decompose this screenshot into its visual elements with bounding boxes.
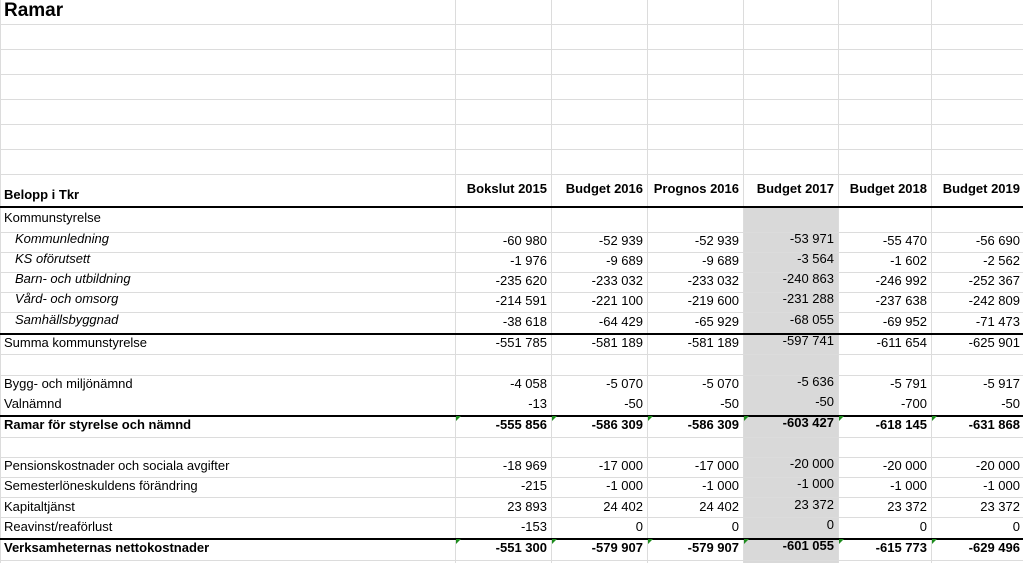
table-cell[interactable]: -235 620 — [495, 273, 547, 288]
grid-row-line — [0, 49, 1023, 50]
sheet-title: Ramar — [4, 0, 64, 21]
table-cell[interactable]: -50 — [815, 394, 834, 409]
table-cell[interactable]: -233 032 — [591, 273, 643, 288]
cell-note-indicator — [552, 539, 557, 544]
table-cell[interactable]: -17 000 — [694, 458, 739, 473]
grid-row-line — [0, 149, 1023, 150]
table-cell[interactable]: -625 901 — [968, 335, 1020, 350]
table-cell[interactable]: -237 638 — [875, 293, 927, 308]
table-cell[interactable]: 24 402 — [603, 499, 643, 514]
table-cell[interactable]: -551 785 — [495, 335, 547, 350]
table-cell[interactable]: 0 — [826, 517, 834, 532]
table-cell[interactable]: -17 000 — [598, 458, 643, 473]
table-cell[interactable]: -5 070 — [606, 376, 643, 391]
table-cell[interactable]: -60 980 — [502, 233, 547, 248]
column-header[interactable]: Budget 2017 — [756, 181, 834, 196]
table-cell[interactable]: 0 — [1012, 519, 1020, 534]
grid-row-line — [0, 99, 1023, 100]
cell-note-indicator — [932, 416, 937, 421]
table-cell[interactable]: -50 — [1001, 396, 1020, 411]
grid-row-line — [0, 560, 1023, 561]
table-cell[interactable]: -65 929 — [694, 314, 739, 329]
table-cell[interactable]: -597 741 — [782, 333, 834, 348]
column-header[interactable]: Budget 2016 — [565, 181, 643, 196]
grid-row-line — [0, 517, 1023, 518]
column-header[interactable]: Bokslut 2015 — [466, 181, 547, 196]
table-cell[interactable]: -38 618 — [502, 314, 547, 329]
grid-row-line — [0, 437, 1023, 438]
row-label[interactable]: Vård- och omsorg — [15, 291, 119, 306]
table-cell[interactable]: -579 907 — [687, 540, 739, 555]
table-cell[interactable]: -56 690 — [975, 233, 1020, 248]
table-cell[interactable]: -618 145 — [875, 417, 927, 432]
table-cell[interactable]: -1 000 — [983, 478, 1020, 493]
table-cell[interactable]: -579 907 — [591, 540, 643, 555]
cell-note-indicator — [839, 539, 844, 544]
table-cell[interactable]: -55 470 — [882, 233, 927, 248]
table-cell[interactable]: -50 — [720, 396, 739, 411]
table-cell[interactable]: -20 000 — [975, 458, 1020, 473]
table-cell[interactable]: -586 309 — [591, 417, 643, 432]
table-cell[interactable]: 0 — [731, 519, 739, 534]
table-cell[interactable]: -1 000 — [606, 478, 643, 493]
table-cell[interactable]: -233 032 — [687, 273, 739, 288]
table-cell[interactable]: -700 — [900, 396, 927, 411]
table-cell[interactable]: -5 636 — [797, 374, 834, 389]
table-cell[interactable]: -9 689 — [702, 253, 739, 268]
table-cell[interactable]: -69 952 — [882, 314, 927, 329]
table-cell[interactable]: -586 309 — [687, 417, 739, 432]
table-cell[interactable]: 24 402 — [699, 499, 739, 514]
table-cell[interactable]: -53 971 — [789, 231, 834, 246]
cell-note-indicator — [456, 416, 461, 421]
row-label[interactable]: Kommunstyrelse — [4, 210, 101, 225]
table-cell[interactable]: -20 000 — [882, 458, 927, 473]
grid-row-line — [0, 354, 1023, 355]
cell-note-indicator — [456, 539, 461, 544]
table-cell[interactable]: -68 055 — [789, 312, 834, 327]
cell-note-indicator — [839, 416, 844, 421]
row-label[interactable]: Summa kommunstyrelse — [4, 335, 148, 350]
table-cell[interactable]: -555 856 — [495, 417, 547, 432]
row-label[interactable]: Reavinst/reaförlust — [4, 519, 113, 534]
table-cell[interactable]: -71 473 — [975, 314, 1020, 329]
table-cell[interactable]: -5 917 — [983, 376, 1020, 391]
table-cell[interactable]: -64 429 — [598, 314, 643, 329]
table-border-line — [0, 206, 1023, 208]
table-cell[interactable]: -219 600 — [687, 293, 739, 308]
table-cell[interactable]: -551 300 — [495, 540, 547, 555]
table-cell[interactable]: -1 976 — [510, 253, 547, 268]
grid-row-line — [0, 312, 1023, 313]
table-cell[interactable]: -52 939 — [598, 233, 643, 248]
table-cell[interactable]: -1 000 — [890, 478, 927, 493]
table-cell[interactable]: -5 791 — [890, 376, 927, 391]
table-cell[interactable]: -3 564 — [797, 251, 834, 266]
cell-note-indicator — [552, 416, 557, 421]
table-cell[interactable]: -52 939 — [694, 233, 739, 248]
grid-row-line — [0, 124, 1023, 125]
table-cell[interactable]: -20 000 — [789, 456, 834, 471]
column-header[interactable]: Budget 2019 — [942, 181, 1020, 196]
table-cell[interactable]: -603 427 — [782, 415, 834, 430]
table-cell[interactable]: -615 773 — [875, 540, 927, 555]
row-label[interactable]: Pensionskostnader och sociala avgifter — [4, 458, 230, 473]
table-cell[interactable]: -231 288 — [782, 291, 834, 306]
table-cell[interactable]: -240 863 — [782, 271, 834, 286]
table-cell[interactable]: -1 000 — [702, 478, 739, 493]
table-cell[interactable]: -581 189 — [591, 335, 643, 350]
table-cell[interactable]: -18 969 — [502, 458, 547, 473]
row-label[interactable]: Semesterlöneskuldens förändring — [4, 478, 198, 493]
table-cell[interactable]: -611 654 — [876, 335, 927, 350]
table-cell[interactable]: -631 868 — [968, 417, 1020, 432]
table-cell[interactable]: -5 070 — [702, 376, 739, 391]
table-cell[interactable]: -221 100 — [591, 293, 643, 308]
grid-column-line — [0, 0, 1, 563]
row-label[interactable]: Barn- och utbildning — [15, 271, 131, 286]
cell-note-indicator — [648, 416, 653, 421]
grid-row-line — [0, 24, 1023, 25]
row-label[interactable]: Verksamheternas nettokostnader — [4, 540, 210, 555]
row-label[interactable]: Kapitaltjänst — [4, 499, 75, 514]
cell-note-indicator — [932, 539, 937, 544]
table-cell[interactable]: -153 — [520, 519, 547, 534]
header-label: Belopp i Tkr — [4, 187, 80, 202]
table-cell[interactable]: 0 — [919, 519, 927, 534]
row-label[interactable]: KS oförutsett — [15, 251, 91, 266]
table-cell[interactable]: -629 496 — [968, 540, 1020, 555]
table-cell[interactable]: -13 — [528, 396, 547, 411]
table-cell[interactable]: -4 058 — [510, 376, 547, 391]
grid-row-line — [0, 74, 1023, 75]
table-cell[interactable]: -246 992 — [875, 273, 927, 288]
row-label[interactable]: Ramar för styrelse och nämnd — [4, 417, 192, 432]
table-cell[interactable]: -214 591 — [495, 293, 547, 308]
row-label[interactable]: Samhällsbyggnad — [15, 312, 119, 327]
row-label[interactable]: Valnämnd — [4, 396, 62, 411]
table-cell[interactable]: 23 893 — [507, 499, 547, 514]
table-cell[interactable]: -1 000 — [797, 476, 834, 491]
cell-note-indicator — [744, 416, 749, 421]
table-cell[interactable]: 23 372 — [980, 499, 1020, 514]
table-cell[interactable]: -1 602 — [890, 253, 927, 268]
table-cell[interactable]: -215 — [520, 478, 547, 493]
table-cell[interactable]: -242 809 — [968, 293, 1020, 308]
grid-row-line — [0, 174, 1023, 175]
table-cell[interactable]: -581 189 — [687, 335, 739, 350]
column-header[interactable]: Prognos 2016 — [653, 181, 739, 196]
table-cell[interactable]: 23 372 — [887, 499, 927, 514]
cell-note-indicator — [744, 539, 749, 544]
table-cell[interactable]: -252 367 — [968, 273, 1020, 288]
cell-note-indicator — [648, 539, 653, 544]
table-cell[interactable]: -50 — [624, 396, 643, 411]
column-header[interactable]: Budget 2018 — [849, 181, 927, 196]
table-cell[interactable]: -2 562 — [983, 253, 1020, 268]
table-cell[interactable]: 0 — [635, 519, 643, 534]
row-label[interactable]: Kommunledning — [15, 231, 109, 246]
table-cell[interactable]: -9 689 — [606, 253, 643, 268]
grid-row-line — [0, 497, 1023, 498]
table-cell[interactable]: 23 372 — [794, 497, 834, 512]
table-cell[interactable]: -601 055 — [782, 538, 834, 553]
row-label[interactable]: Bygg- och miljönämnd — [4, 376, 133, 391]
